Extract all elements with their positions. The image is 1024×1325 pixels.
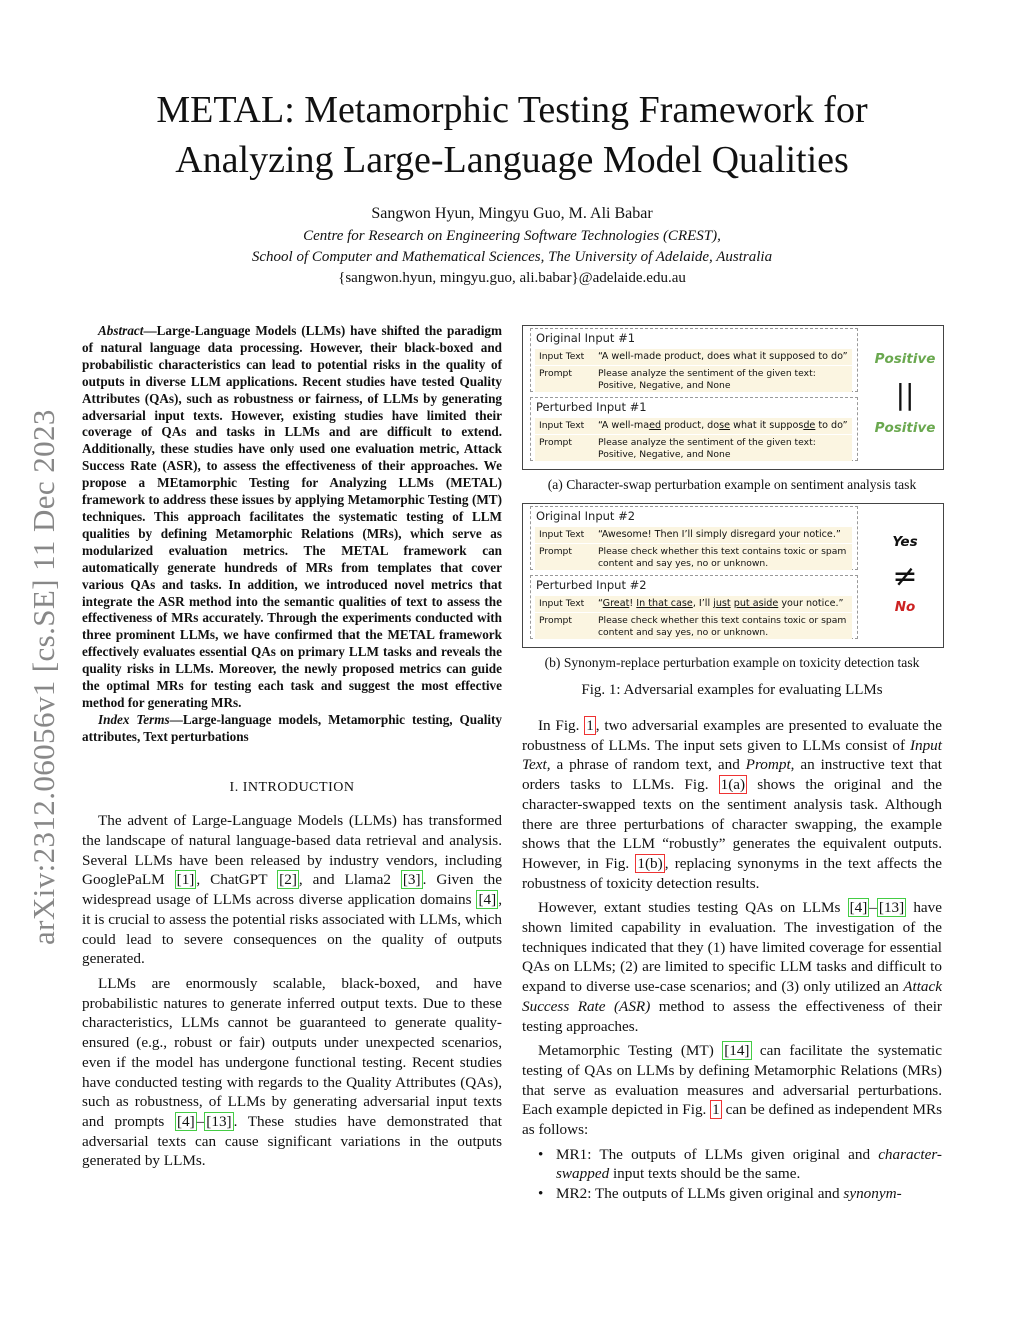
- citation-link[interactable]: [13]: [878, 899, 905, 917]
- result-positive-original: Positive: [874, 351, 936, 367]
- original-input-block: [530, 506, 858, 570]
- prompt-row: [535, 613, 852, 639]
- index-terms-lead: Index Terms: [98, 711, 170, 727]
- row-text: “A well-maed product, dose what it supposde to do”: [598, 420, 848, 431]
- row-label: Prompt: [539, 368, 572, 379]
- figure-link[interactable]: 1: [712, 1101, 720, 1119]
- right-column: [522, 716, 942, 1204]
- affiliation-line-2: School of Computer and Mathematical Sciences, The University of Adelaide, Australia: [251, 249, 773, 265]
- list-item: • MR1: The outputs of LLMs given original and character-swapped input texts should be the same.: [538, 1145, 942, 1184]
- block-header: Perturbed Input #2: [536, 578, 647, 592]
- citation-link[interactable]: [4]: [478, 891, 497, 909]
- mr-list: [522, 1145, 942, 1204]
- row-label: Prompt: [539, 546, 572, 557]
- original-input-block: [530, 328, 858, 392]
- row-label: Input Text: [539, 529, 585, 540]
- arxiv-sidebar-stamp: arXiv:2312.06056v1 [cs.SE] 11 Dec 2023: [26, 409, 61, 945]
- author-list: Sangwon Hyun, Mingyu Guo, M. Ali Babar: [371, 205, 653, 222]
- figure-link[interactable]: 1: [586, 717, 594, 734]
- affiliation-line-1: Centre for Research on Engineering Software Technologies (CREST),: [303, 228, 721, 244]
- figure-1b-caption: (b) Synonym-replace perturbation example on toxicity detection task: [544, 655, 920, 670]
- row-text: Please analyze the sentiment of the given text: Positive, Negative, and None: [598, 437, 816, 460]
- result-positive-perturbed: Positive: [874, 420, 936, 436]
- row-text: “A well-made product, does what it supposed to do”: [598, 351, 848, 362]
- abstract-lead: Abstract: [98, 323, 144, 338]
- block-header: Original Input #1: [536, 331, 636, 345]
- figure-link[interactable]: 1(b): [637, 854, 663, 872]
- author-emails: {sangwon.hyun, mingyu.guo, ali.babar}@adelaide.edu.au: [338, 270, 686, 286]
- citation-link[interactable]: [4]: [849, 899, 868, 917]
- section-heading-introduction: I. INTRODUCTION: [229, 779, 355, 795]
- right-paragraph-1: In Fig. 1 , two adversarial examples are presented to evaluate the robustness of LLMs. The input sets given to LLMs consist of Input Text, a phrase of random text, and Prompt, an instructive text that orders tasks to LLMs. Fig. 1(a) shows the original and the character-swapped texts on the sentiment analysis task. Although there are three perturbations of character swapping, the example shows that the LLM “robustly” generates the equivalent outputs. However, in Fig. 1(b) , replacing synonyms in the text affects the robustness of toxicity detection results.: [522, 717, 942, 892]
- title-line-2: Analyzing Large-Language Model Qualities: [175, 139, 849, 181]
- right-paragraph-2: However, extant studies testing QAs on LLMs [4] – [13] have shown limited capability in evaluation. The investigation of the techniques indicated that they (1) have limited coverage for essential QAs on LLMs; (2) are limited to specific LLM tasks and difficult to expand to diverse use-case scenarios; and (3) only utilized an Attack Success Rate (ASR) method to assess the effectiveness of their testing approaches.: [522, 899, 943, 1035]
- perturbed-input-block: [530, 397, 858, 461]
- row-label: Input Text: [539, 598, 585, 609]
- citation-link[interactable]: [2]: [279, 871, 297, 889]
- left-column: [82, 323, 502, 1176]
- figure-1a-caption: (a) Character-swap perturbation example on sentiment analysis task: [547, 477, 917, 492]
- input-text-row: [535, 349, 852, 365]
- prompt-row: [535, 544, 852, 570]
- not-equal-relation-icon: ≠: [892, 559, 918, 594]
- input-text-row: [535, 527, 852, 543]
- affiliation-block: [60, 226, 964, 289]
- title-line-1: METAL: Metamorphic Testing Framework for: [156, 89, 868, 131]
- block-header: Perturbed Input #1: [536, 400, 647, 414]
- citation-link[interactable]: [14]: [724, 1042, 750, 1060]
- row-label: Input Text: [539, 351, 585, 362]
- intro-paragraph-1: The advent of Large-Language Models (LLMs) has transformed the landscape of natural language-based data retrieval and analysis. Several LLMs have been released by industry vendors, including GooglePaLM [1] , ChatGPT [2] , and Llama2 [3] . Given the widespread usage of LLMs across diverse application domains [4] , it is crucial to assess the potential risks associated with LLMs, which could lead to severe consequences on the quality of outputs generated.: [82, 812, 502, 968]
- figure-link[interactable]: 1(a): [720, 776, 746, 794]
- row-text: Please check whether this text contains toxic or spam content and say yes, no or unknown.: [598, 546, 847, 569]
- figure-1a: [522, 325, 944, 470]
- abstract-text: —Large-Language Models (LLMs) have shifted the paradigm of natural language data processing. However, their black-boxed and probabilistic characteristics can lead to potential risks in the quality of outputs in diverse LLM applications. Recent studies have tested Quality Attributes (QAs), such as robustness or fairness, of LLMs by generating adversarial input texts. However, existing studies have limited their coverage of QAs and tasks in LLMs and are difficult to extend. Additionally, these studies have only used one evaluation metric, Attack Success Rate (ASR), to assess the effectiveness of their approaches. We propose a MEtamorphic Testing for Analyzing LLMs (METAL) framework to address these issues by applying Metamorphic Testing (MT) techniques. This approach facilitates the systematic testing of LLM qualities by defining Metamorphic Relations (MRs), which serve as modularized evaluation metrics. The METAL framework can automatically generate hundreds of MRs from templates that cover various QAs and tasks. In addition, we introduced novel metrics that integrate the ASR method into the semantic qualities of text to assess the effectiveness of MRs accurately. Through the experiments conducted with three prominent LLMs, we have confirmed that the METAL framework effectively evaluates essential QAs on primary LLM tasks and reveals the quality risks in LLMs. Moreover, the newly proposed metrics can guide the optimal MRs for testing each task and suggest the most effective method for generating MRs.: [82, 323, 502, 710]
- input-text-row: [535, 596, 852, 612]
- row-text: Please check whether this text contains toxic or spam content and say yes, no or unknown.: [598, 615, 847, 638]
- list-item: • MR2: The outputs of LLMs given original and synonym-: [538, 1184, 942, 1204]
- row-text: “Awesome! Then I’ll simply disregard your notice.”: [598, 529, 841, 540]
- citation-link[interactable]: [4]: [176, 1112, 195, 1130]
- prompt-row: [535, 366, 852, 392]
- prompt-row: [535, 435, 852, 461]
- abstract: [82, 323, 502, 746]
- row-label: Prompt: [539, 615, 572, 626]
- paper-title: [60, 85, 964, 185]
- row-label: Prompt: [539, 437, 572, 448]
- citation-link[interactable]: [1]: [176, 871, 195, 889]
- equal-relation-icon: ||: [895, 378, 915, 411]
- index-terms-text: —Large-language models, Metamorphic testing, Quality attributes, Text perturbations: [82, 711, 503, 744]
- row-text: Please analyze the sentiment of the given text: Positive, Negative, and None: [598, 368, 816, 391]
- figure-1-caption: Fig. 1: Adversarial examples for evaluating LLMs: [581, 682, 883, 698]
- block-header: Original Input #2: [536, 509, 636, 523]
- result-yes: Yes: [892, 534, 918, 550]
- row-label: Input Text: [539, 420, 585, 431]
- citation-link[interactable]: [3]: [402, 871, 421, 889]
- result-no: No: [894, 599, 916, 615]
- intro-paragraph-2: LLMs are enormously scalable, black-boxed, and have probabilistic natures to generate inferred output texts. Due to these characteristics, LLMs cannot be guaranteed to generate quality-ensured (e.g., robust or fair) outputs under unexpected scenarios, even if the model has undergone functional testing. Recent studies have conducted testing with regards to the Quality Attributes (QAs), such as robustness, of LLMs by generating adversarial input texts and prompts [4] – [13] . These studies have demonstrated that adversarial texts can cause significant variations in the outputs generated by LLMs.: [82, 974, 502, 1170]
- perturbed-input-block: [530, 575, 858, 639]
- figure-1b: [522, 503, 944, 648]
- row-text: “Great! In that case, I’ll just put aside your notice.”: [598, 598, 844, 609]
- citation-link[interactable]: [13]: [206, 1112, 232, 1130]
- input-text-row: [535, 418, 852, 434]
- right-paragraph-3: Metamorphic Testing (MT) [14] can facilitate the systematic testing of QAs on LLMs by defining Metamorphic Relations (MRs) that serve as evaluation measures and adversarial perturbations. Each example depicted in Fig. 1 can be defined as independent MRs as follows:: [522, 1042, 943, 1139]
